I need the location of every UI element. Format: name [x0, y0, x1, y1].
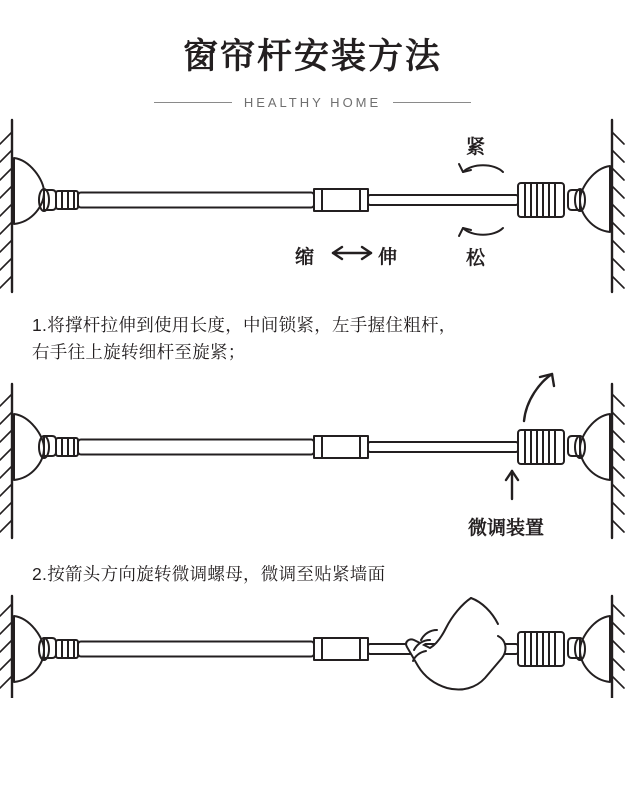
caption-step-2-line-1: 2.按箭头方向旋转微调螺母，微调至贴紧墙面 [32, 563, 386, 584]
subtitle-row [0, 95, 625, 110]
caption-step-1-line-1: 1.将撑杆拉伸到使用长度，中间锁紧，左手握住粗杆， [32, 314, 457, 335]
diagram-step-1-svg [0, 110, 625, 310]
rotate-arrow-down-icon [459, 228, 503, 236]
double-arrow-icon [333, 247, 371, 259]
page-header [0, 0, 625, 110]
label-shrink: 缩 [295, 246, 315, 268]
figure-step-2 [0, 366, 625, 561]
figure-step-3 [0, 588, 625, 698]
subtitle-rule-right [393, 102, 471, 103]
page-title: 窗帘杆安装方法 [182, 37, 442, 76]
label-loose: 松 [466, 247, 486, 269]
label-tight: 紧 [466, 136, 486, 158]
hand-icon [406, 598, 505, 690]
figure-step-1 [0, 110, 625, 310]
rotate-arrow-up-icon [459, 164, 503, 172]
caption-step-1-line-2: 右手往上旋转细杆至旋紧； [32, 341, 246, 362]
up-arrow-icon [506, 471, 518, 499]
label-extend: 伸 [378, 246, 398, 268]
subtitle-rule-left [154, 102, 232, 103]
label-fine-adjust: 微调装置 [468, 517, 545, 539]
diagram-step-3-svg [0, 588, 625, 698]
curved-up-arrow-icon [524, 374, 554, 421]
page-subtitle: HEALTHY HOME [243, 94, 382, 110]
caption-step-1 [0, 312, 625, 366]
caption-step-2 [0, 561, 625, 588]
